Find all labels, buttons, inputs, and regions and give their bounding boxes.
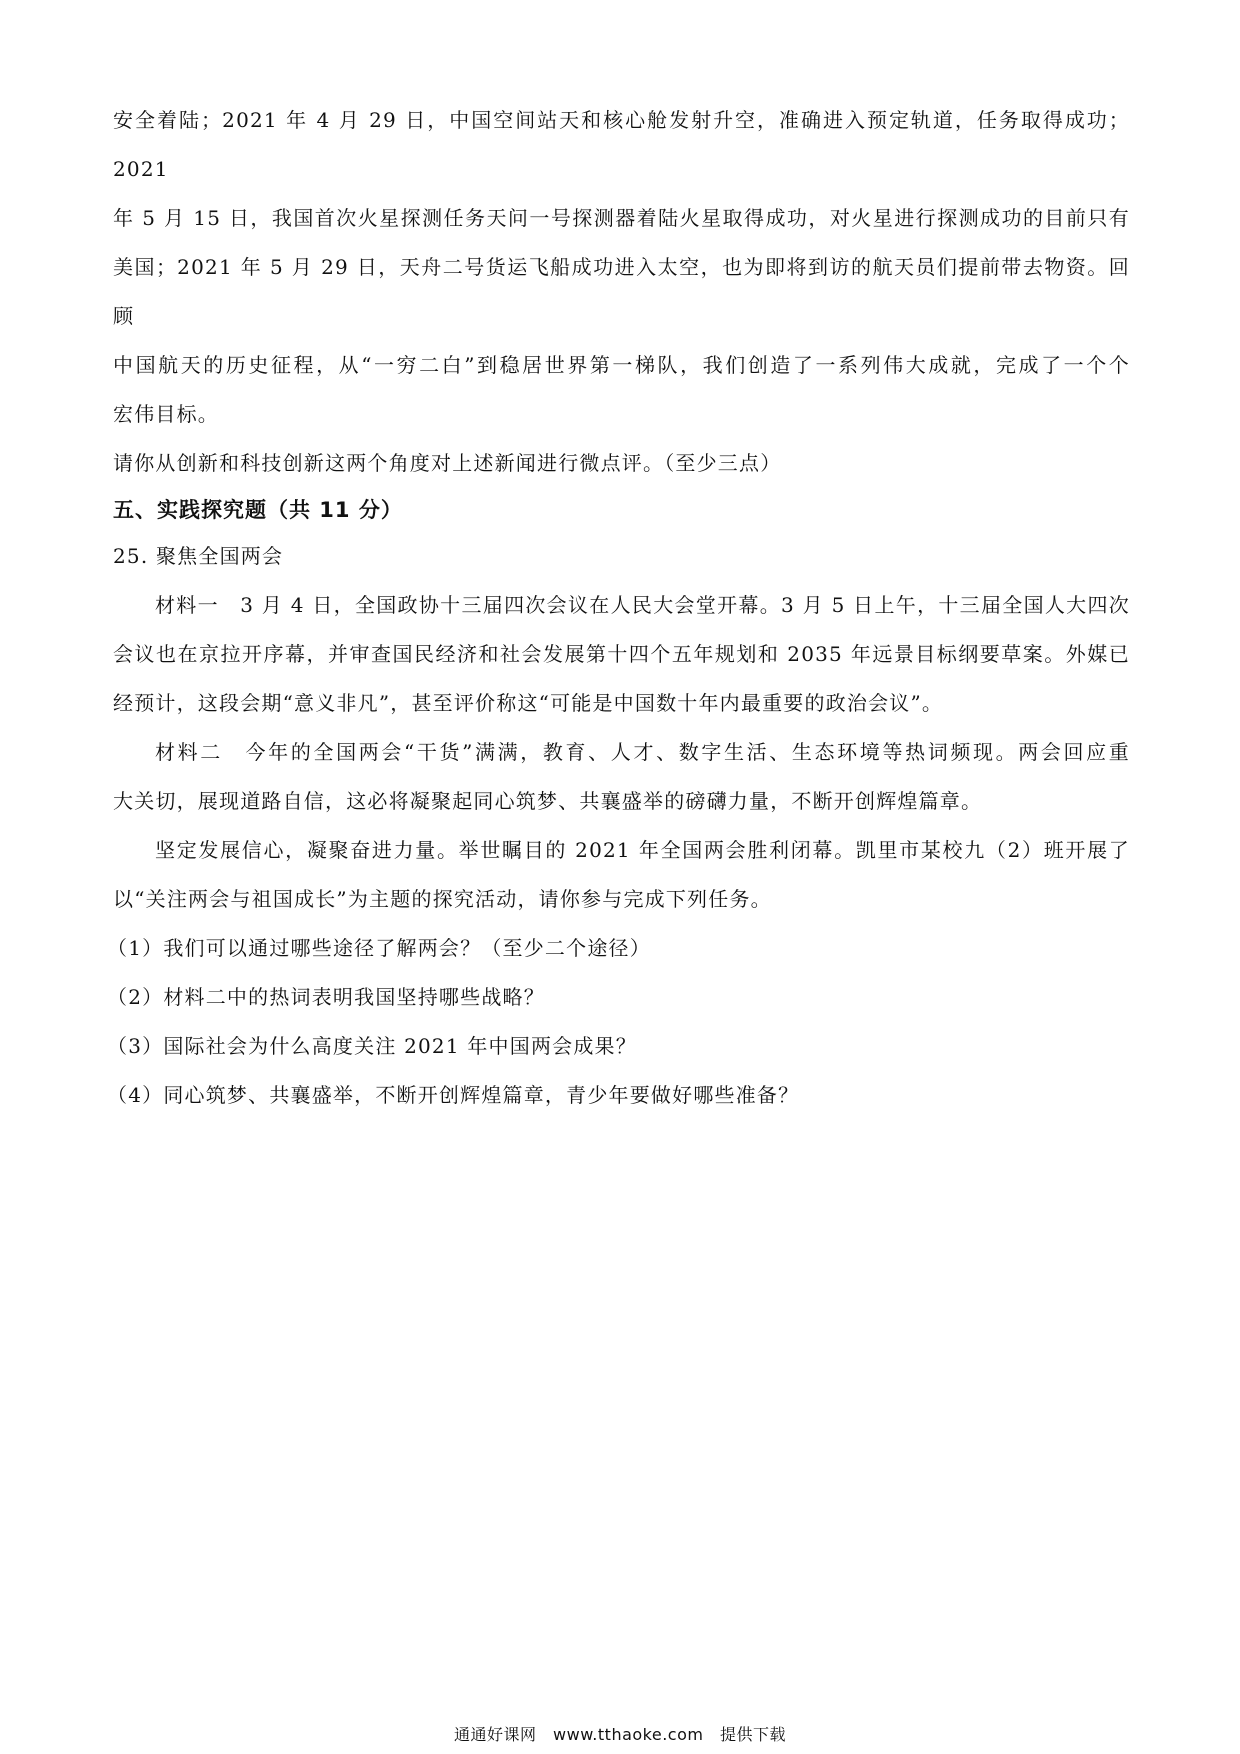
passage-line: 美国；2021 年 5 月 29 日，天舟二号货运飞船成功进入太空，也为即将到访的航天员们提前带去物资。回顾 xyxy=(113,255,1130,328)
passage-line: 年 5 月 15 日，我国首次火星探测任务天问一号探测器着陆火星取得成功，对火星进行探测成功的目前只有 xyxy=(113,206,1130,230)
sub-question: （3）国际社会为什么高度关注 2021 年中国两会成果？ xyxy=(107,1034,637,1058)
page-footer: 通通好课网 www.tthaoke.com 提供下载 xyxy=(454,1725,786,1744)
passage-line: 安全着陆；2021 年 4 月 29 日，中国空间站天和核心舱发射升空，准确进入预定轨道，任务取得成功；2021 xyxy=(113,108,1130,181)
question-prompt: 请你从创新和科技创新这两个角度对上述新闻进行微点评。（至少三点） xyxy=(113,451,782,475)
passage-line: 中国航天的历史征程，从“一穷二白”到稳居世界第一梯队，我们创造了一系列伟大成就，完成了一个个 xyxy=(113,353,1130,377)
material-two-line: 材料二 今年的全国两会“干货”满满，教育、人才、数字生活、生态环境等热词频现。两会回应重 xyxy=(155,740,1130,764)
section-heading: 五、实践探究题（共 11 分） xyxy=(113,498,403,522)
passage-line: 宏伟目标。 xyxy=(113,402,219,426)
question-title: 25. 聚焦全国两会 xyxy=(113,544,284,568)
sub-question: （4）同心筑梦、共襄盛举，不断开创辉煌篇章，青少年要做好哪些准备？ xyxy=(107,1083,800,1107)
context-line: 以“关注两会与祖国成长”为主题的探究活动，请你参与完成下列任务。 xyxy=(113,887,772,911)
material-one-line: 材料一 3 月 4 日，全国政协十三届四次会议在人民大会堂开幕。3 月 5 日上午，十三届全国人大四次 xyxy=(155,593,1130,617)
document-page xyxy=(107,96,1130,1120)
sub-question: （1）我们可以通过哪些途径了解两会？（至少二个途径） xyxy=(107,936,651,960)
material-one-line: 经预计，这段会期“意义非凡”，甚至评价称这“可能是中国数十年内最重要的政治会议”。 xyxy=(113,691,944,715)
sub-question: （2）材料二中的热词表明我国坚持哪些战略？ xyxy=(107,985,545,1009)
material-two-line: 大关切，展现道路自信，这必将凝聚起同心筑梦、共襄盛举的磅礴力量，不断开创辉煌篇章。 xyxy=(113,789,983,813)
material-one-line: 会议也在京拉开序幕，并审查国民经济和社会发展第十四个五年规划和 2035 年远景目标纲要草案。外媒已 xyxy=(113,642,1130,666)
context-line: 坚定发展信心，凝聚奋进力量。举世瞩目的 2021 年全国两会胜利闭幕。凯里市某校九（2）班开展了 xyxy=(155,838,1130,862)
